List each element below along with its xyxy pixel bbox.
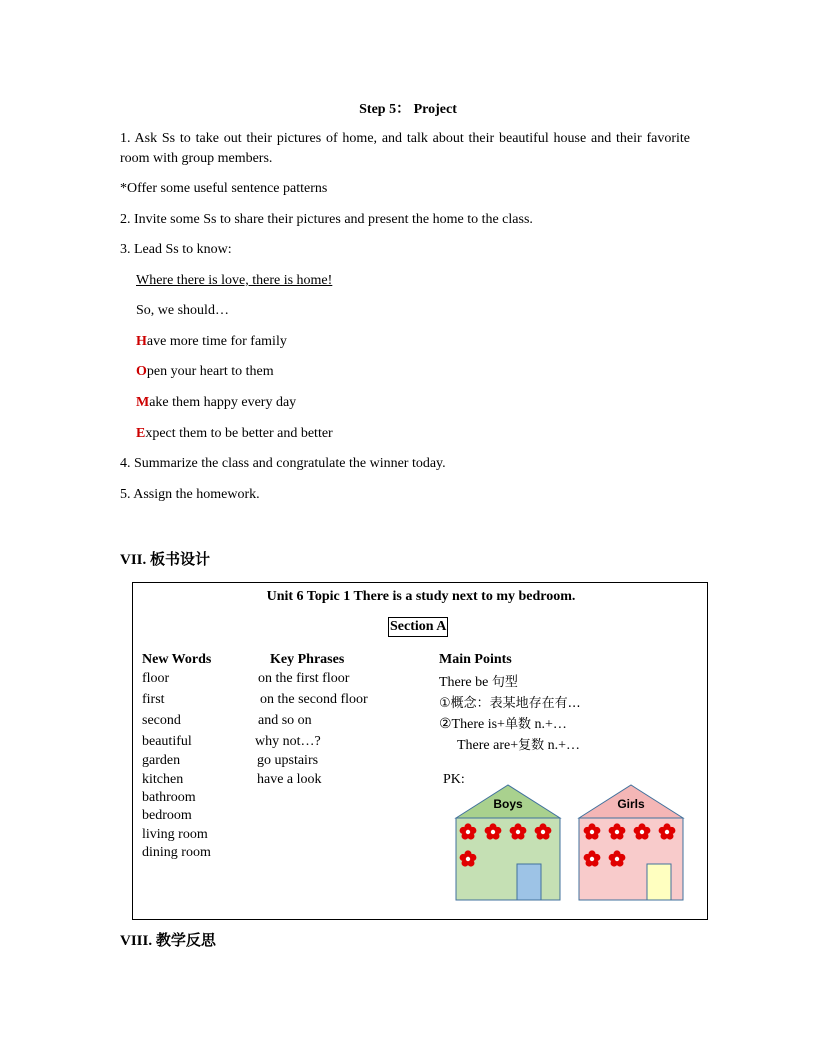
offer-note: *Offer some useful sentence patterns: [120, 181, 328, 196]
board-title: Unit 6 Topic 1 There is a study next to my bedroom.: [266, 589, 576, 604]
home-line-e: [136, 426, 333, 442]
section-7-heading: [120, 548, 210, 569]
word-item: bathroom: [142, 790, 196, 805]
phrase-item: on the first floor: [258, 671, 350, 686]
home-letter: O: [136, 364, 147, 379]
word-item: garden: [142, 753, 181, 768]
word-item: first: [142, 692, 165, 707]
home-line-o: [136, 364, 274, 380]
point-text: There be: [439, 675, 489, 690]
main-point-3: [439, 713, 567, 733]
pk-houses: [451, 783, 691, 905]
step-title: Step 5： Project: [359, 102, 457, 117]
main-point-2: ①概念：表某地存在有…: [439, 696, 581, 711]
home-line-h: [136, 334, 287, 350]
item-1: 1. Ask Ss to take out their pictures of home, and talk about their beautiful house and their favorite room with group members.: [120, 131, 690, 166]
home-letter: E: [136, 426, 146, 441]
so-line: So, we should…: [136, 303, 229, 318]
word-item: floor: [142, 671, 170, 686]
pk-label: PK:: [443, 772, 465, 787]
home-rest: xpect them to be better and better: [145, 426, 333, 441]
header-main-points: Main Points: [439, 652, 512, 667]
section-7-roman: VII.: [120, 552, 147, 568]
main-point-4: [457, 734, 580, 754]
home-line-m: [136, 395, 296, 411]
home-rest: ave more time for family: [146, 334, 287, 349]
home-letter: M: [136, 395, 150, 410]
blackboard-design: [132, 582, 708, 920]
phrase-item: and so on: [258, 713, 312, 728]
point-text-cn: 句型: [491, 675, 518, 690]
home-rest: pen your heart to them: [146, 364, 274, 379]
boys-house: [456, 785, 560, 900]
point-text: There are+: [457, 738, 519, 753]
word-item: dining room: [142, 845, 211, 860]
point-text: n.+…: [530, 717, 567, 732]
word-item: living room: [142, 827, 208, 842]
home-rest: ake them happy every day: [149, 395, 297, 410]
item-2: 2. Invite some Ss to share their pictures and present the home to the class.: [120, 212, 533, 227]
phrase-item: on the second floor: [260, 692, 368, 707]
home-letter: H: [136, 334, 147, 349]
word-item: kitchen: [142, 772, 184, 787]
item-3: 3. Lead Ss to know:: [120, 242, 232, 257]
section-8-heading: [120, 929, 216, 950]
house-door: [517, 864, 541, 900]
point-text-cn: 单数: [504, 717, 531, 732]
point-text-cn: 复数: [518, 738, 545, 753]
header-new-words: New Words: [142, 652, 212, 667]
girls-house: [579, 785, 683, 900]
phrase-item: why not…?: [255, 734, 321, 749]
house-door: [647, 864, 671, 900]
quote-line: Where there is love, there is home!: [136, 273, 333, 288]
section-8-roman: VIII.: [120, 933, 153, 949]
point-text: ②There is+: [439, 717, 505, 732]
section-7-title: 板书设计: [150, 550, 211, 568]
main-point-1: [439, 671, 518, 691]
header-key-phrases: Key Phrases: [270, 652, 345, 667]
section-label: Section A: [388, 617, 448, 637]
item-4: 4. Summarize the class and congratulate the winner today.: [120, 456, 446, 471]
house-label: Boys: [493, 797, 523, 811]
item-5: 5. Assign the homework.: [120, 487, 260, 502]
house-label: Girls: [617, 797, 645, 811]
word-item: bedroom: [142, 808, 192, 823]
word-item: beautiful: [142, 734, 192, 749]
point-text: n.+…: [544, 738, 581, 753]
phrase-item: have a look: [257, 772, 322, 787]
phrase-item: go upstairs: [257, 753, 319, 768]
section-8-title: 教学反思: [155, 931, 216, 949]
word-item: second: [142, 713, 181, 728]
